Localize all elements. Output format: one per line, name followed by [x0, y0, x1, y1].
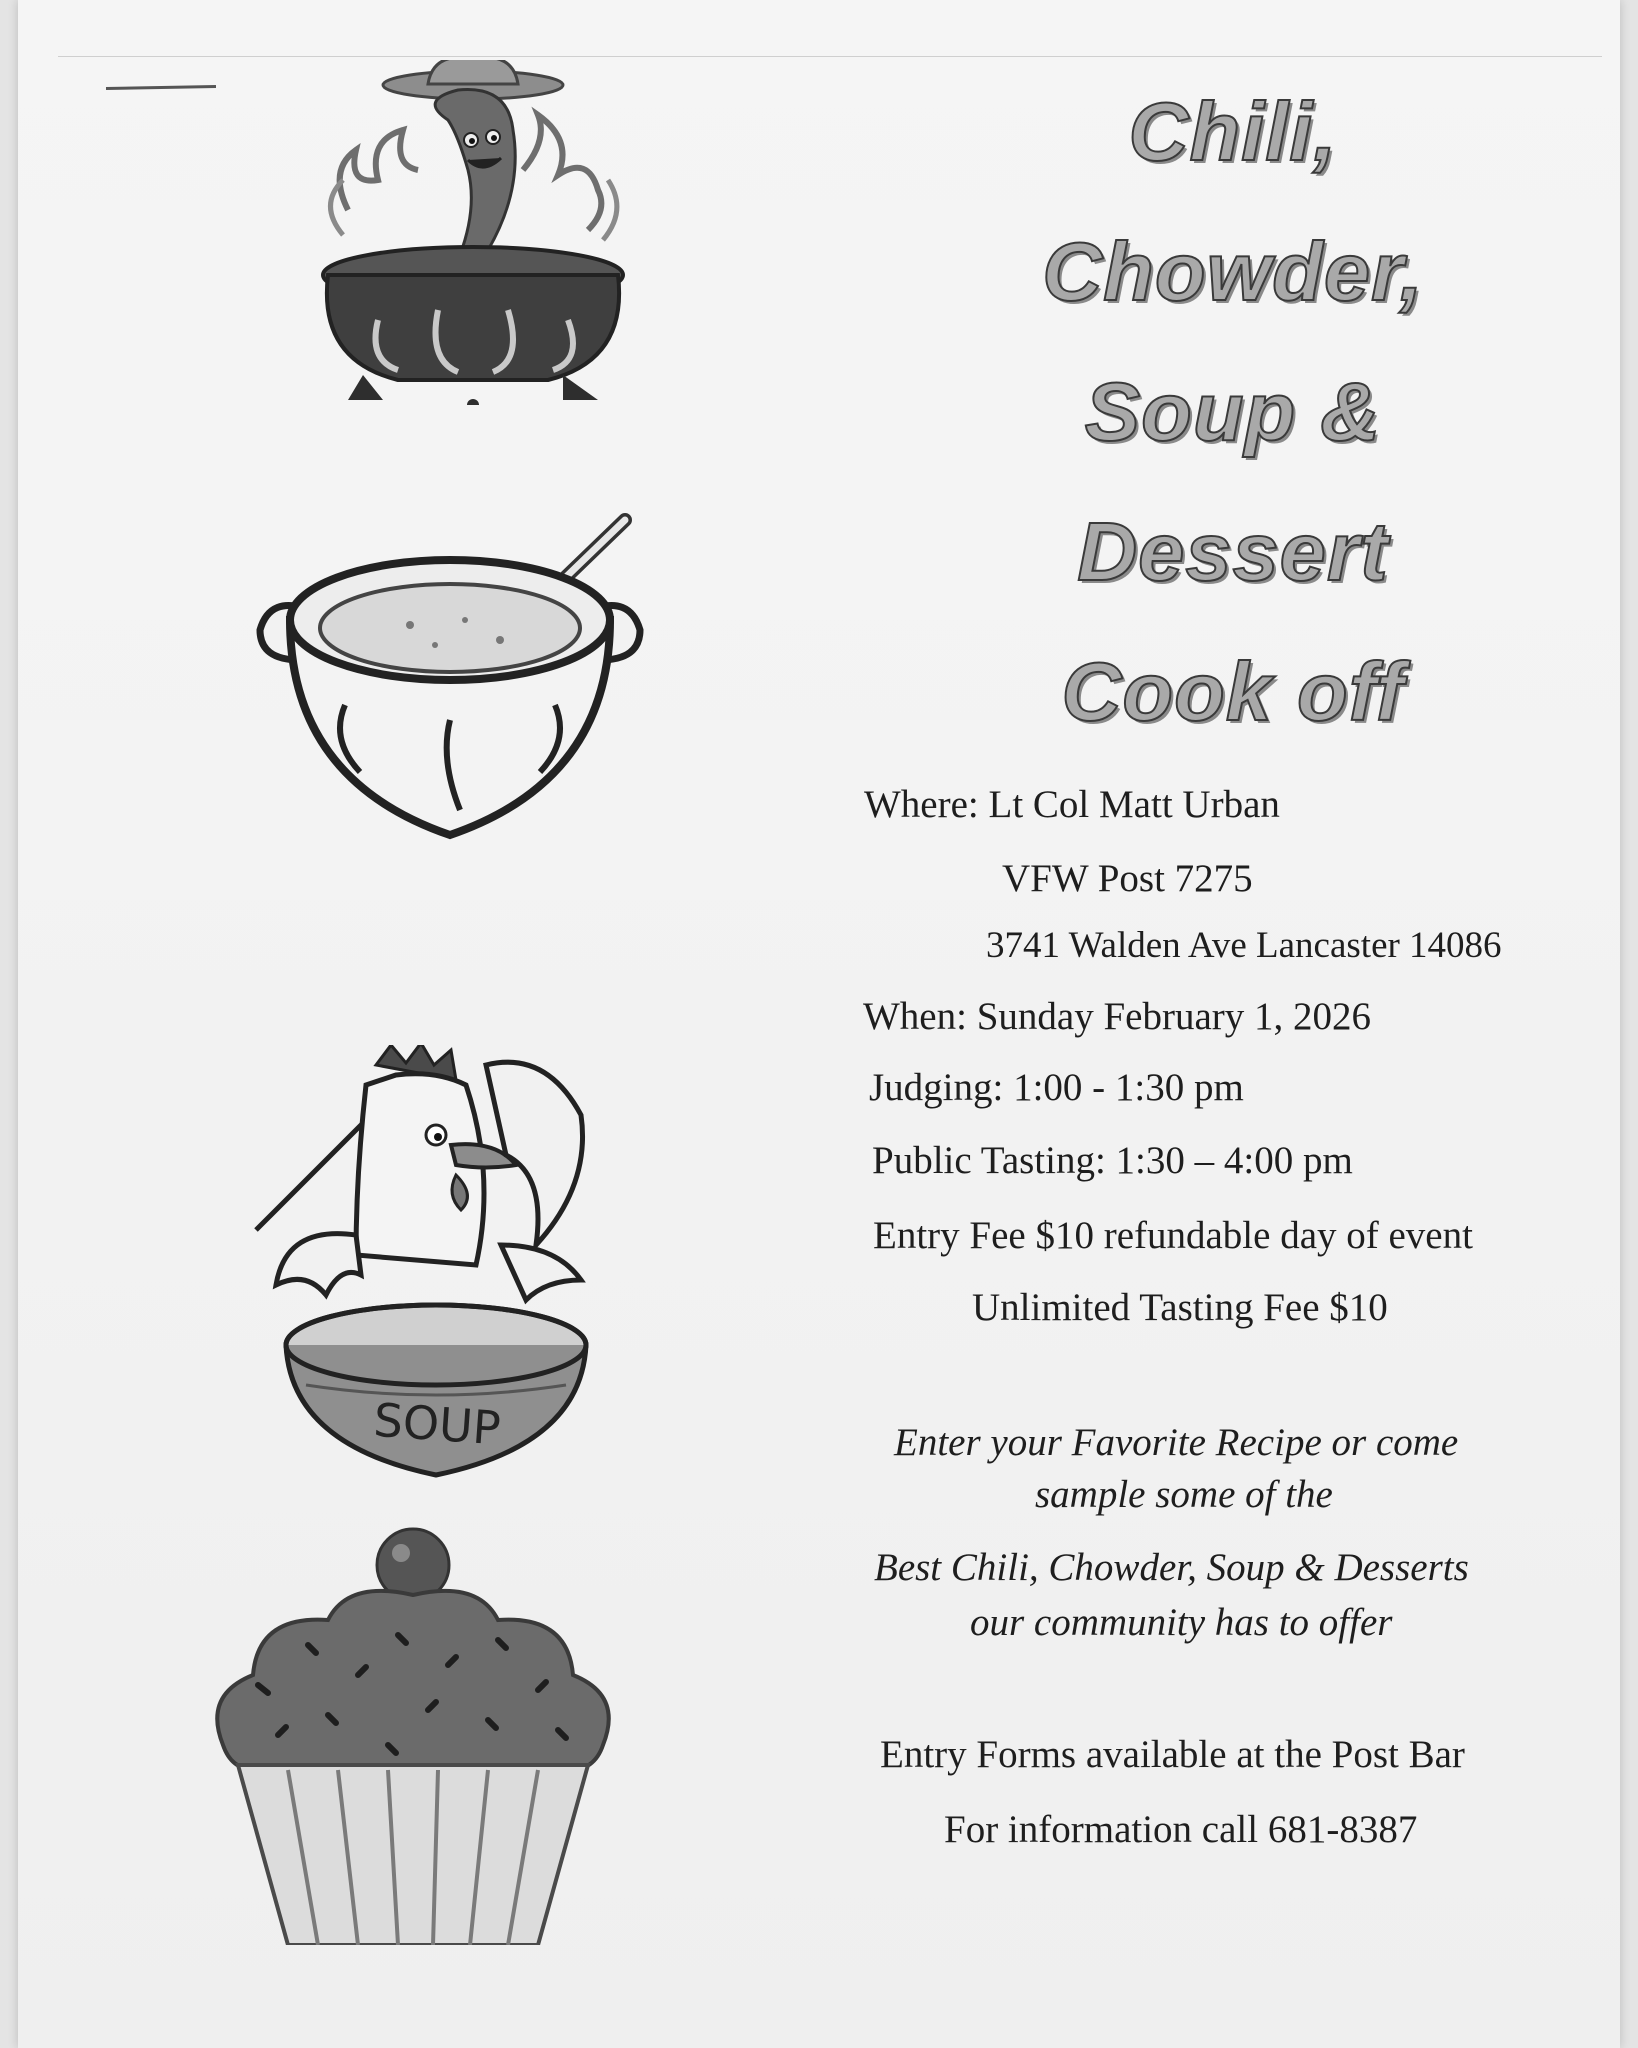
soup-pot-illustration [250, 510, 650, 840]
soup-bowl-label: SOUP [371, 1392, 503, 1456]
title-line-dessert: Dessert [1077, 505, 1389, 598]
flyer-page [18, 0, 1620, 2048]
post-name: VFW Post 7275 [1002, 857, 1253, 900]
chili-cauldron-illustration [308, 60, 638, 405]
invite-line-2: sample some of the [1035, 1473, 1333, 1516]
top-rule [58, 56, 1602, 57]
entry-fee-line: Entry Fee $10 refundable day of event [873, 1214, 1473, 1257]
title-line-cookoff: Cook off [1061, 645, 1405, 738]
event-title [948, 62, 1518, 762]
title-line-chowder: Chowder, [1042, 225, 1424, 318]
where-line: Where: Lt Col Matt Urban [864, 783, 1280, 826]
judging-time: Judging: 1:00 - 1:30 pm [869, 1066, 1244, 1109]
address-line: 3741 Walden Ave Lancaster 14086 [986, 925, 1502, 966]
cupcake-illustration [198, 1525, 628, 1945]
tasting-fee-line: Unlimited Tasting Fee $10 [972, 1286, 1388, 1329]
public-tasting-time: Public Tasting: 1:30 – 4:00 pm [872, 1139, 1353, 1182]
title-line-chili: Chili, [1128, 85, 1338, 178]
when-line: When: Sunday February 1, 2026 [863, 995, 1371, 1038]
invite-line-1: Enter your Favorite Recipe or come [894, 1421, 1459, 1464]
best-line-2: our community has to offer [970, 1601, 1393, 1644]
pen-mark [106, 85, 216, 90]
info-phone-line: For information call 681-8387 [944, 1808, 1418, 1851]
title-line-soup: Soup & [1084, 365, 1382, 458]
chicken-soup-illustration [246, 1045, 616, 1490]
entry-forms-line: Entry Forms available at the Post Bar [880, 1733, 1465, 1776]
best-line-1: Best Chili, Chowder, Soup & Desserts [874, 1546, 1469, 1589]
